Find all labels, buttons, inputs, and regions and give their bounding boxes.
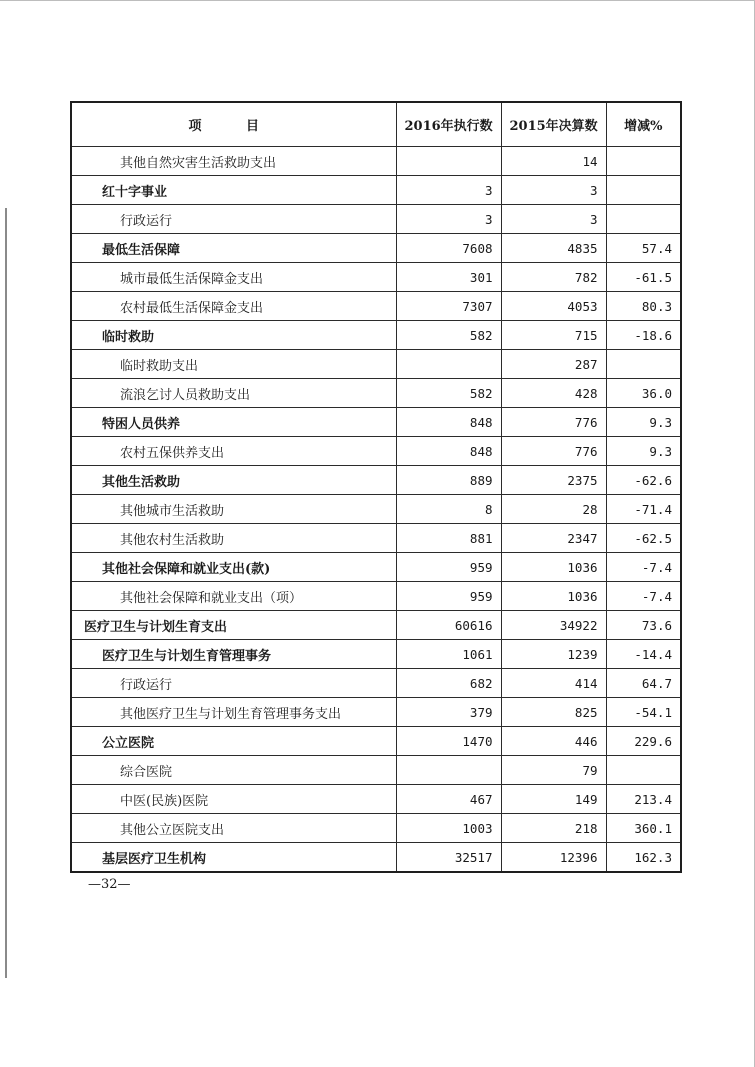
- binding-margin-line: [5, 208, 7, 978]
- row-2016-value: 582: [396, 379, 501, 408]
- row-2016-value: 848: [396, 408, 501, 437]
- row-item-name: 医疗卫生与计划生育管理事务: [71, 640, 396, 669]
- header-2015-final: 2015年决算数: [501, 102, 606, 147]
- row-change-value: [606, 205, 681, 234]
- row-item-name: 其他公立医院支出: [71, 814, 396, 843]
- table-row: [71, 611, 681, 640]
- row-2015-value: 14: [501, 147, 606, 176]
- table-row: [71, 263, 681, 292]
- table-row: [71, 437, 681, 466]
- row-2015-value: 1036: [501, 582, 606, 611]
- table-row: [71, 495, 681, 524]
- row-item-name: 城市最低生活保障金支出: [71, 263, 396, 292]
- row-change-value: [606, 350, 681, 379]
- table-row: [71, 176, 681, 205]
- row-change-value: 9.3: [606, 437, 681, 466]
- table-row: [71, 466, 681, 495]
- row-item-name: 最低生活保障: [71, 234, 396, 263]
- row-change-value: -61.5: [606, 263, 681, 292]
- row-2015-value: 149: [501, 785, 606, 814]
- table-row: [71, 727, 681, 756]
- row-2015-value: 3: [501, 176, 606, 205]
- row-item-name: 其他医疗卫生与计划生育管理事务支出: [71, 698, 396, 727]
- row-change-value: [606, 176, 681, 205]
- row-change-value: 80.3: [606, 292, 681, 321]
- row-2016-value: 60616: [396, 611, 501, 640]
- row-change-value: -54.1: [606, 698, 681, 727]
- row-2015-value: 3: [501, 205, 606, 234]
- row-2016-value: 1470: [396, 727, 501, 756]
- row-change-value: -7.4: [606, 553, 681, 582]
- row-2015-value: 428: [501, 379, 606, 408]
- row-2016-value: 682: [396, 669, 501, 698]
- row-change-value: -71.4: [606, 495, 681, 524]
- row-2016-value: 959: [396, 553, 501, 582]
- row-2016-value: 7307: [396, 292, 501, 321]
- row-change-value: -62.6: [606, 466, 681, 495]
- row-change-value: [606, 147, 681, 176]
- row-change-value: -18.6: [606, 321, 681, 350]
- header-item: 项 目: [71, 102, 396, 147]
- row-change-value: 9.3: [606, 408, 681, 437]
- row-2015-value: 12396: [501, 843, 606, 873]
- row-2015-value: 1239: [501, 640, 606, 669]
- row-item-name: 其他城市生活救助: [71, 495, 396, 524]
- row-2016-value: 848: [396, 437, 501, 466]
- row-2016-value: 467: [396, 785, 501, 814]
- table-row: [71, 843, 681, 873]
- row-2015-value: 79: [501, 756, 606, 785]
- row-2015-value: 287: [501, 350, 606, 379]
- table-row: [71, 524, 681, 553]
- row-item-name: 临时救助: [71, 321, 396, 350]
- row-2016-value: 3: [396, 205, 501, 234]
- row-2015-value: 34922: [501, 611, 606, 640]
- row-2015-value: 2375: [501, 466, 606, 495]
- table-row: [71, 147, 681, 176]
- row-2016-value: 1061: [396, 640, 501, 669]
- row-2016-value: [396, 756, 501, 785]
- row-item-name: 农村最低生活保障金支出: [71, 292, 396, 321]
- row-item-name: 行政运行: [71, 669, 396, 698]
- row-2015-value: 28: [501, 495, 606, 524]
- row-item-name: 中医(民族)医院: [71, 785, 396, 814]
- table-row: [71, 640, 681, 669]
- row-change-value: -62.5: [606, 524, 681, 553]
- header-change-percent: 增减%: [606, 102, 681, 147]
- row-2015-value: 715: [501, 321, 606, 350]
- table-row: [71, 669, 681, 698]
- row-item-name: 综合医院: [71, 756, 396, 785]
- row-2016-value: 379: [396, 698, 501, 727]
- row-2016-value: 881: [396, 524, 501, 553]
- row-item-name: 临时救助支出: [71, 350, 396, 379]
- row-2015-value: 446: [501, 727, 606, 756]
- row-2016-value: 7608: [396, 234, 501, 263]
- row-2015-value: 776: [501, 437, 606, 466]
- row-2015-value: 414: [501, 669, 606, 698]
- budget-table: [70, 101, 682, 873]
- table-row: [71, 785, 681, 814]
- row-2015-value: 825: [501, 698, 606, 727]
- table-row: [71, 814, 681, 843]
- row-item-name: 红十字事业: [71, 176, 396, 205]
- row-item-name: 其他生活救助: [71, 466, 396, 495]
- row-change-value: 64.7: [606, 669, 681, 698]
- row-change-value: 162.3: [606, 843, 681, 873]
- row-change-value: 229.6: [606, 727, 681, 756]
- row-2016-value: 301: [396, 263, 501, 292]
- table-row: [71, 553, 681, 582]
- row-2015-value: 782: [501, 263, 606, 292]
- page-number: —32—: [88, 877, 131, 892]
- row-2015-value: 218: [501, 814, 606, 843]
- row-2015-value: 776: [501, 408, 606, 437]
- row-item-name: 其他自然灾害生活救助支出: [71, 147, 396, 176]
- row-2015-value: 4053: [501, 292, 606, 321]
- row-2016-value: 3: [396, 176, 501, 205]
- page-edge-top: [0, 0, 755, 1]
- row-item-name: 医疗卫生与计划生育支出: [71, 611, 396, 640]
- row-change-value: -7.4: [606, 582, 681, 611]
- row-change-value: 57.4: [606, 234, 681, 263]
- row-2016-value: 8: [396, 495, 501, 524]
- row-2016-value: 32517: [396, 843, 501, 873]
- row-item-name: 公立医院: [71, 727, 396, 756]
- table-row: [71, 698, 681, 727]
- header-2016-executed: 2016年执行数: [396, 102, 501, 147]
- row-change-value: -14.4: [606, 640, 681, 669]
- row-item-name: 基层医疗卫生机构: [71, 843, 396, 873]
- row-change-value: [606, 756, 681, 785]
- row-item-name: 农村五保供养支出: [71, 437, 396, 466]
- row-2016-value: 582: [396, 321, 501, 350]
- row-2016-value: 889: [396, 466, 501, 495]
- table-row: [71, 205, 681, 234]
- row-item-name: 其他社会保障和就业支出（项）: [71, 582, 396, 611]
- row-2015-value: 4835: [501, 234, 606, 263]
- row-change-value: 73.6: [606, 611, 681, 640]
- row-2016-value: 1003: [396, 814, 501, 843]
- table-header-row: [71, 102, 681, 147]
- row-item-name: 特困人员供养: [71, 408, 396, 437]
- table-row: [71, 350, 681, 379]
- row-2016-value: [396, 350, 501, 379]
- row-2015-value: 1036: [501, 553, 606, 582]
- row-2016-value: 959: [396, 582, 501, 611]
- row-change-value: 213.4: [606, 785, 681, 814]
- row-item-name: 其他社会保障和就业支出(款): [71, 553, 396, 582]
- table-row: [71, 408, 681, 437]
- row-change-value: 360.1: [606, 814, 681, 843]
- table-row: [71, 379, 681, 408]
- row-2016-value: [396, 147, 501, 176]
- table-row: [71, 321, 681, 350]
- table-row: [71, 756, 681, 785]
- row-item-name: 流浪乞讨人员救助支出: [71, 379, 396, 408]
- row-item-name: 其他农村生活救助: [71, 524, 396, 553]
- row-change-value: 36.0: [606, 379, 681, 408]
- table-row: [71, 582, 681, 611]
- table-row: [71, 292, 681, 321]
- row-item-name: 行政运行: [71, 205, 396, 234]
- table-row: [71, 234, 681, 263]
- row-2015-value: 2347: [501, 524, 606, 553]
